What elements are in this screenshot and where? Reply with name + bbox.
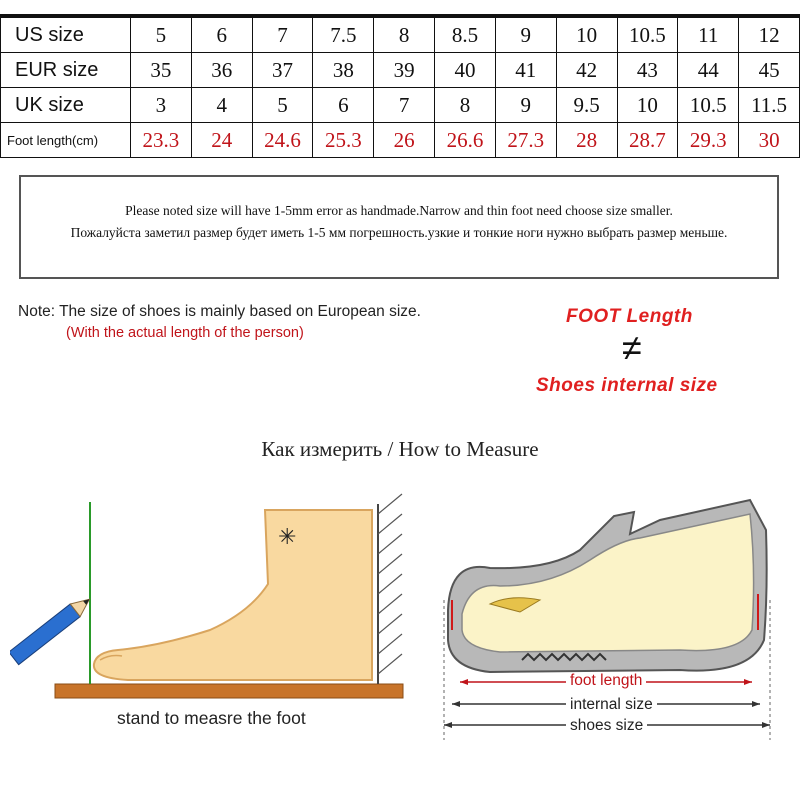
ankle-marker: ✳ — [278, 524, 297, 549]
cell: 26.6 — [435, 123, 496, 158]
cell: 11 — [678, 18, 739, 53]
cell: 25.3 — [313, 123, 374, 158]
row-label-uk: UK size — [1, 88, 131, 123]
cell: 24 — [191, 123, 252, 158]
cell: 40 — [435, 53, 496, 88]
cell: 29.3 — [678, 123, 739, 158]
cell: 42 — [556, 53, 617, 88]
cell: 7.5 — [313, 18, 374, 53]
cell: 30 — [739, 123, 800, 158]
foot-measure-illustration — [10, 480, 410, 730]
cell: 10 — [556, 18, 617, 53]
cell: 8 — [374, 18, 435, 53]
cell: 43 — [617, 53, 678, 88]
cell: 39 — [374, 53, 435, 88]
table-row — [1, 123, 800, 158]
row-label-eur: EUR size — [1, 53, 131, 88]
cell: 8.5 — [435, 18, 496, 53]
cell: 4 — [191, 88, 252, 123]
table-row — [1, 53, 800, 88]
cell: 10.5 — [617, 18, 678, 53]
how-to-measure-title: Как измерить / How to Measure — [261, 437, 539, 461]
internal-size-label: internal size — [566, 697, 657, 713]
cell: 5 — [252, 88, 313, 123]
cell: 26 — [374, 123, 435, 158]
cell: 45 — [739, 53, 800, 88]
cell: 7 — [374, 88, 435, 123]
cell: 36 — [191, 53, 252, 88]
cell: 41 — [495, 53, 556, 88]
cell: 6 — [313, 88, 374, 123]
handmade-notice-box — [19, 175, 779, 279]
european-size-note: Note: The size of shoes is mainly based on European size. — [18, 303, 421, 320]
notice-russian: Пожалуйста заметил размер будет иметь 1-5 мм погрешность.узкие и тонкие ноги нужно выбрать размер меньше. — [70, 225, 728, 240]
table-row — [1, 18, 800, 53]
cell: 27.3 — [495, 123, 556, 158]
stand-caption: stand to measre the foot — [117, 708, 306, 728]
cell: 7 — [252, 18, 313, 53]
notice-english: Please noted size will have 1-5mm error as handmade.Narrow and thin foot need choose size smaller. — [125, 203, 673, 218]
cell: 9.5 — [556, 88, 617, 123]
cell: 44 — [678, 53, 739, 88]
cell: 9 — [495, 88, 556, 123]
row-label-us: US size — [1, 18, 131, 53]
cell: 37 — [252, 53, 313, 88]
european-size-subnote: (With the actual length of the person) — [66, 325, 304, 341]
cell: 28.7 — [617, 123, 678, 158]
cell: 9 — [495, 18, 556, 53]
cell: 24.6 — [252, 123, 313, 158]
cell: 28 — [556, 123, 617, 158]
foot-length-heading: FOOT Length — [566, 306, 693, 327]
wall-hatching — [378, 494, 402, 684]
cell: 5 — [131, 18, 192, 53]
foot-length-label: foot length — [566, 673, 646, 689]
cell: 8 — [435, 88, 496, 123]
cell: 10.5 — [678, 88, 739, 123]
cell: 12 — [739, 18, 800, 53]
cell: 6 — [191, 18, 252, 53]
foot-shape — [94, 510, 372, 680]
size-chart-table — [0, 17, 800, 158]
floor-board — [55, 684, 403, 698]
cell: 23.3 — [131, 123, 192, 158]
cell: 3 — [131, 88, 192, 123]
shoes-internal-size-heading: Shoes internal size — [536, 375, 718, 396]
pencil-icon — [10, 593, 94, 665]
shoes-size-label: shoes size — [566, 718, 647, 734]
cell: 10 — [617, 88, 678, 123]
cell: 11.5 — [739, 88, 800, 123]
cell: 38 — [313, 53, 374, 88]
row-label-foot-length: Foot length(cm) — [1, 123, 131, 158]
cell: 35 — [131, 53, 192, 88]
not-equal-sign: ≠ — [622, 327, 642, 368]
table-row — [1, 88, 800, 123]
